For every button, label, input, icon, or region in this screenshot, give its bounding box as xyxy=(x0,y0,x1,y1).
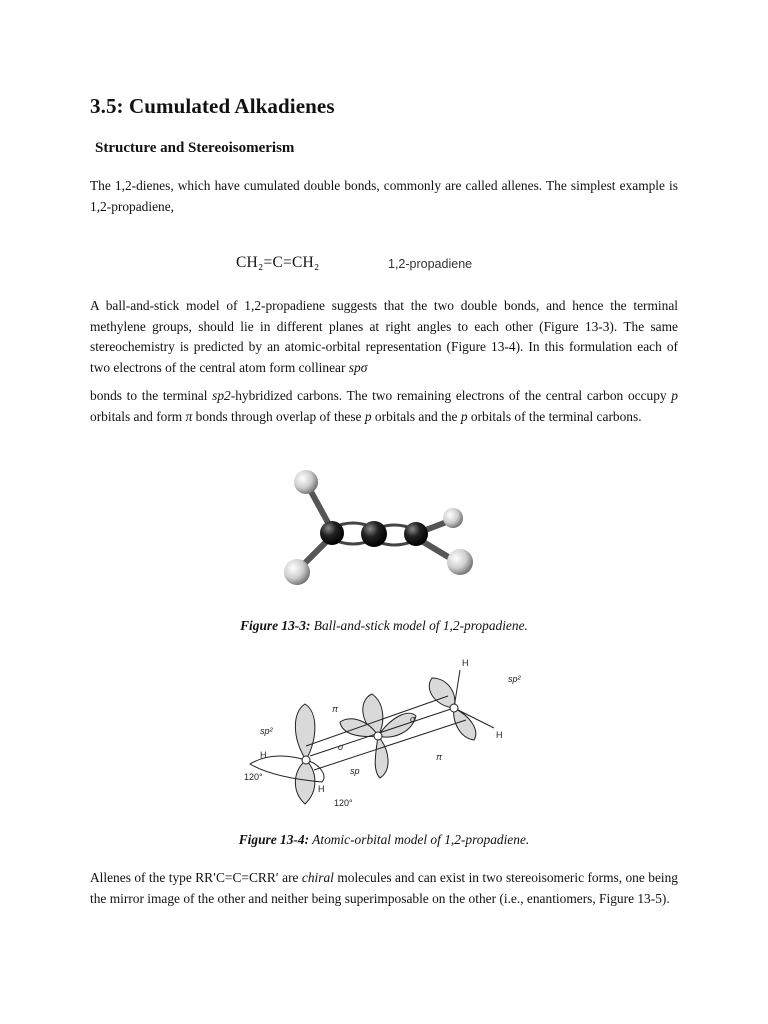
orbital-text-2: -hybridized carbons. The two remaining electrons of the central carbon occupy xyxy=(230,388,672,403)
carbon-atom xyxy=(320,521,344,545)
orbital-text-6: orbitals of the terminal carbons. xyxy=(467,408,642,424)
hydrogen-atom xyxy=(443,508,463,528)
atomic-orbital-model xyxy=(230,652,550,812)
sigma-label: σ xyxy=(338,742,344,752)
figure-13-4-caption xyxy=(0,832,768,848)
propadiene-formula xyxy=(236,254,320,272)
orbital-text-3: orbitals and form xyxy=(90,408,186,424)
sp2-label: sp² xyxy=(508,674,521,684)
formula-double-bond-2: = xyxy=(283,254,292,271)
structure-paragraph-text: A ball-and-stick model of 1,2-propadiene suggests that the two double bonds, and hence the terminal methylene groups, should lie in different planes at right angles to each other (Figure 13-3). The same stereochemistry is predicted by an atomic-orbital representation (Figure 13-4). In this formulation each of two electrons of the central atom form collinear xyxy=(90,298,678,375)
orbital-text-5: orbitals and the xyxy=(371,408,461,424)
p-term: p xyxy=(460,408,468,424)
sp-sigma-term: spσ xyxy=(348,359,368,375)
left-carbon-orbitals xyxy=(295,704,315,804)
formula-ch2-right: CH₂ xyxy=(292,254,320,271)
chirality-text-2: molecules and can exist in two stereoisomeric forms, one being the mirror image of the other and neither being superimposable on the other (i.e., enantiomers, Figure 13-5). xyxy=(90,870,678,906)
structure-paragraph xyxy=(90,296,678,378)
orbital-text-1: bonds to the terminal xyxy=(90,388,213,403)
intro-paragraph: The 1,2-dienes, which have cumulated double bonds, commonly are called allenes. The simplest example is 1,2-propadiene, xyxy=(90,178,678,214)
p-orbital-lobe xyxy=(454,708,476,740)
p-orbital-lobe xyxy=(429,678,455,708)
pi-label: π xyxy=(332,704,339,714)
p-term: p xyxy=(364,408,372,424)
chiral-term: chiral xyxy=(301,870,334,885)
hydrogen-label: H xyxy=(496,730,503,740)
p-orbital-lobe xyxy=(295,760,315,804)
chirality-text-1: Allenes of the type RR′C=C=CRR′ are xyxy=(90,870,302,885)
formula-ch2-left: CH₂ xyxy=(236,254,264,271)
pi-label: π xyxy=(436,752,443,762)
sp-label: sp xyxy=(350,766,360,776)
p-orbital-lobe xyxy=(375,736,388,778)
ball-and-stick-model xyxy=(270,462,500,592)
hydrogen-atom xyxy=(284,559,310,585)
carbon-atom xyxy=(361,521,387,547)
orbital-text-4: bonds through overlap of these xyxy=(192,408,365,424)
hydrogen-label: H xyxy=(260,750,267,760)
formula-double-bond-1: = xyxy=(263,254,273,271)
sigma-label: σ xyxy=(410,714,416,724)
hydrogen-atom xyxy=(447,549,473,575)
figure-13-4-label: Figure 13-4: xyxy=(238,832,310,847)
carbon-atom xyxy=(404,522,428,546)
sp2-label: sp² xyxy=(260,726,273,736)
hydrogen-atom xyxy=(294,470,318,494)
figure-13-4-text: Atomic-orbital model of 1,2-propadiene. xyxy=(309,832,530,847)
angle-label: 120° xyxy=(334,798,353,808)
hydrogen-label: H xyxy=(462,658,469,668)
angle-label: 120° xyxy=(244,772,263,782)
formula-central-carbon: C xyxy=(272,254,284,271)
formula-name-label: 1,2-propadiene xyxy=(388,257,473,271)
orbital-paragraph xyxy=(90,386,678,427)
section-subtitle: Structure and Stereoisomerism xyxy=(95,140,295,156)
section-title: 3.5: Cumulated Alkadienes xyxy=(90,94,335,118)
hydrogen-label: H xyxy=(318,784,325,794)
figure-13-3-text: Ball-and-stick model of 1,2-propadiene. xyxy=(310,618,528,633)
p-orbital-lobe xyxy=(295,704,315,760)
chirality-paragraph xyxy=(90,868,678,909)
figure-13-3-caption xyxy=(0,618,768,634)
pi-term: π xyxy=(185,408,193,424)
p-term: p xyxy=(671,388,678,403)
sp2-term: sp2 xyxy=(212,388,231,403)
figure-13-3-label: Figure 13-3: xyxy=(240,618,311,633)
